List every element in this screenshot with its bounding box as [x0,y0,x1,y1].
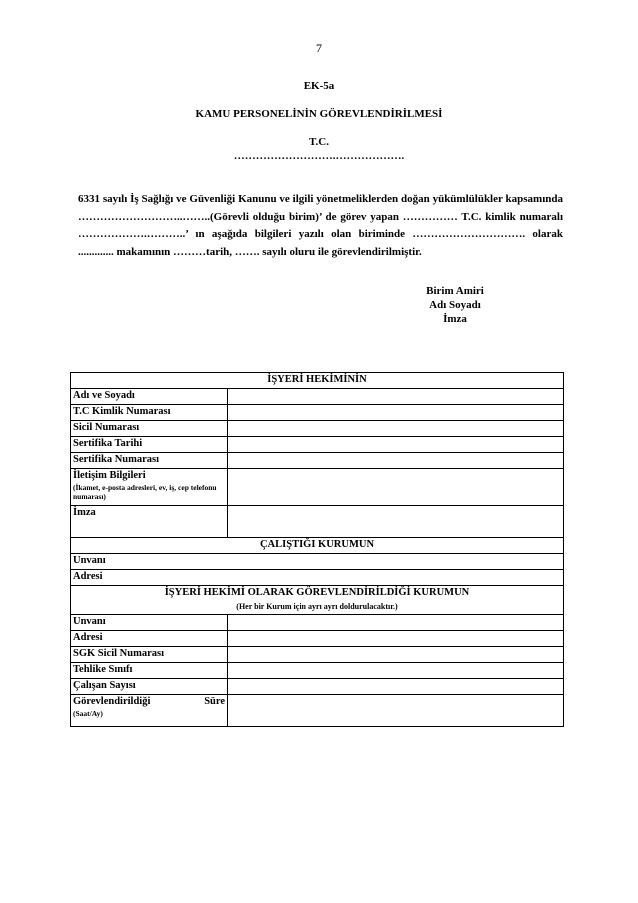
row-label: Sicil Numarası [71,421,228,437]
signature-block [380,284,530,326]
signature-title: Birim Amiri [426,285,484,297]
table-row [71,663,564,679]
value-field[interactable] [228,615,564,631]
assignment-form-table [70,372,564,727]
duration-unit: (Saat/Ay) [73,709,103,718]
value-field[interactable] [228,663,564,679]
row-label: İmza [71,506,228,538]
section-note: (Her bir Kurum için ayrı ayrı doldurulacaktır.) [236,602,398,611]
assignment-paragraph: 6331 sayılı İş Sağlığı ve Güvenliği Kanunu ve ilgili yönetmeliklerden doğan yükümlülükler kapsamında ………………………..……..(Görevli olduğu birim)’ de görev yapan …………… T.C. kimlik numaralı ……………….………..’ ın aşağıda bilgileri yazılı olan biriminde …………………………. olarak ............. makamının ………tarih, ……. sayılı oluru ile görevlendirilmiştir. [78,193,563,258]
value-field[interactable] [228,437,564,453]
document-title: KAMU PERSONELİNİN GÖREVLENDİRİLMESİ [195,108,443,120]
row-label: Tehlike Sınıfı [71,663,228,679]
table-row [71,615,564,631]
table-row [71,695,564,727]
table-row [71,506,564,538]
row-label: Adresi [71,631,228,647]
row-label: Sertifika Numarası [71,453,228,469]
row-label: Unvanı [71,615,228,631]
signature-sign: İmza [443,313,467,325]
section-title-workplace: ÇALIŞTIĞI KURUMUN [71,538,564,554]
value-field[interactable] [228,647,564,663]
row-label[interactable]: Unvanı [71,554,564,570]
tc-heading: T.C. [309,136,329,148]
row-label: Sertifika Tarihi [71,437,228,453]
value-field[interactable] [228,453,564,469]
table-row [71,647,564,663]
value-field[interactable] [228,421,564,437]
value-field[interactable] [228,631,564,647]
signature-field[interactable] [228,506,564,538]
table-row [71,469,564,506]
row-label: SGK Sicil Numarası [71,647,228,663]
table-row [71,453,564,469]
section-title-physician: İŞYERİ HEKİMİNİN [71,373,564,389]
table-row [71,405,564,421]
duration-cell [71,695,228,727]
contact-cell [71,469,228,506]
table-row [71,679,564,695]
row-label: Çalışan Sayısı [71,679,228,695]
value-field[interactable] [228,389,564,405]
signature-name: Adı Soyadı [429,299,481,311]
section-title-assigned-institution [71,586,564,615]
duration-label: Görevlendirildiği [73,696,151,707]
institution-placeholder: ……………………….………………. [233,150,405,162]
value-field[interactable] [228,679,564,695]
contact-note: (İkamet, e-posta adresleri, ev, iş, cep telefonu numarası) [73,483,217,501]
table-row [71,554,564,570]
table-row [71,631,564,647]
section-title: İŞYERİ HEKİMİ OLARAK GÖREVLENDİRİLDİĞİ KURUMUN [164,587,470,598]
table-row [71,389,564,405]
annex-label: EK-5a [303,80,335,92]
value-field[interactable] [228,695,564,727]
row-label: T.C Kimlik Numarası [71,405,228,421]
duration-label-suffix: Süre [204,696,225,707]
table-row [71,570,564,586]
table-row [71,421,564,437]
row-label[interactable]: Adresi [71,570,564,586]
value-field[interactable] [228,469,564,506]
table-row [71,437,564,453]
contact-label: İletişim Bilgileri [73,470,146,481]
value-field[interactable] [228,405,564,421]
row-label: Adı ve Soyadı [71,389,228,405]
page-number: 7 [316,41,322,55]
